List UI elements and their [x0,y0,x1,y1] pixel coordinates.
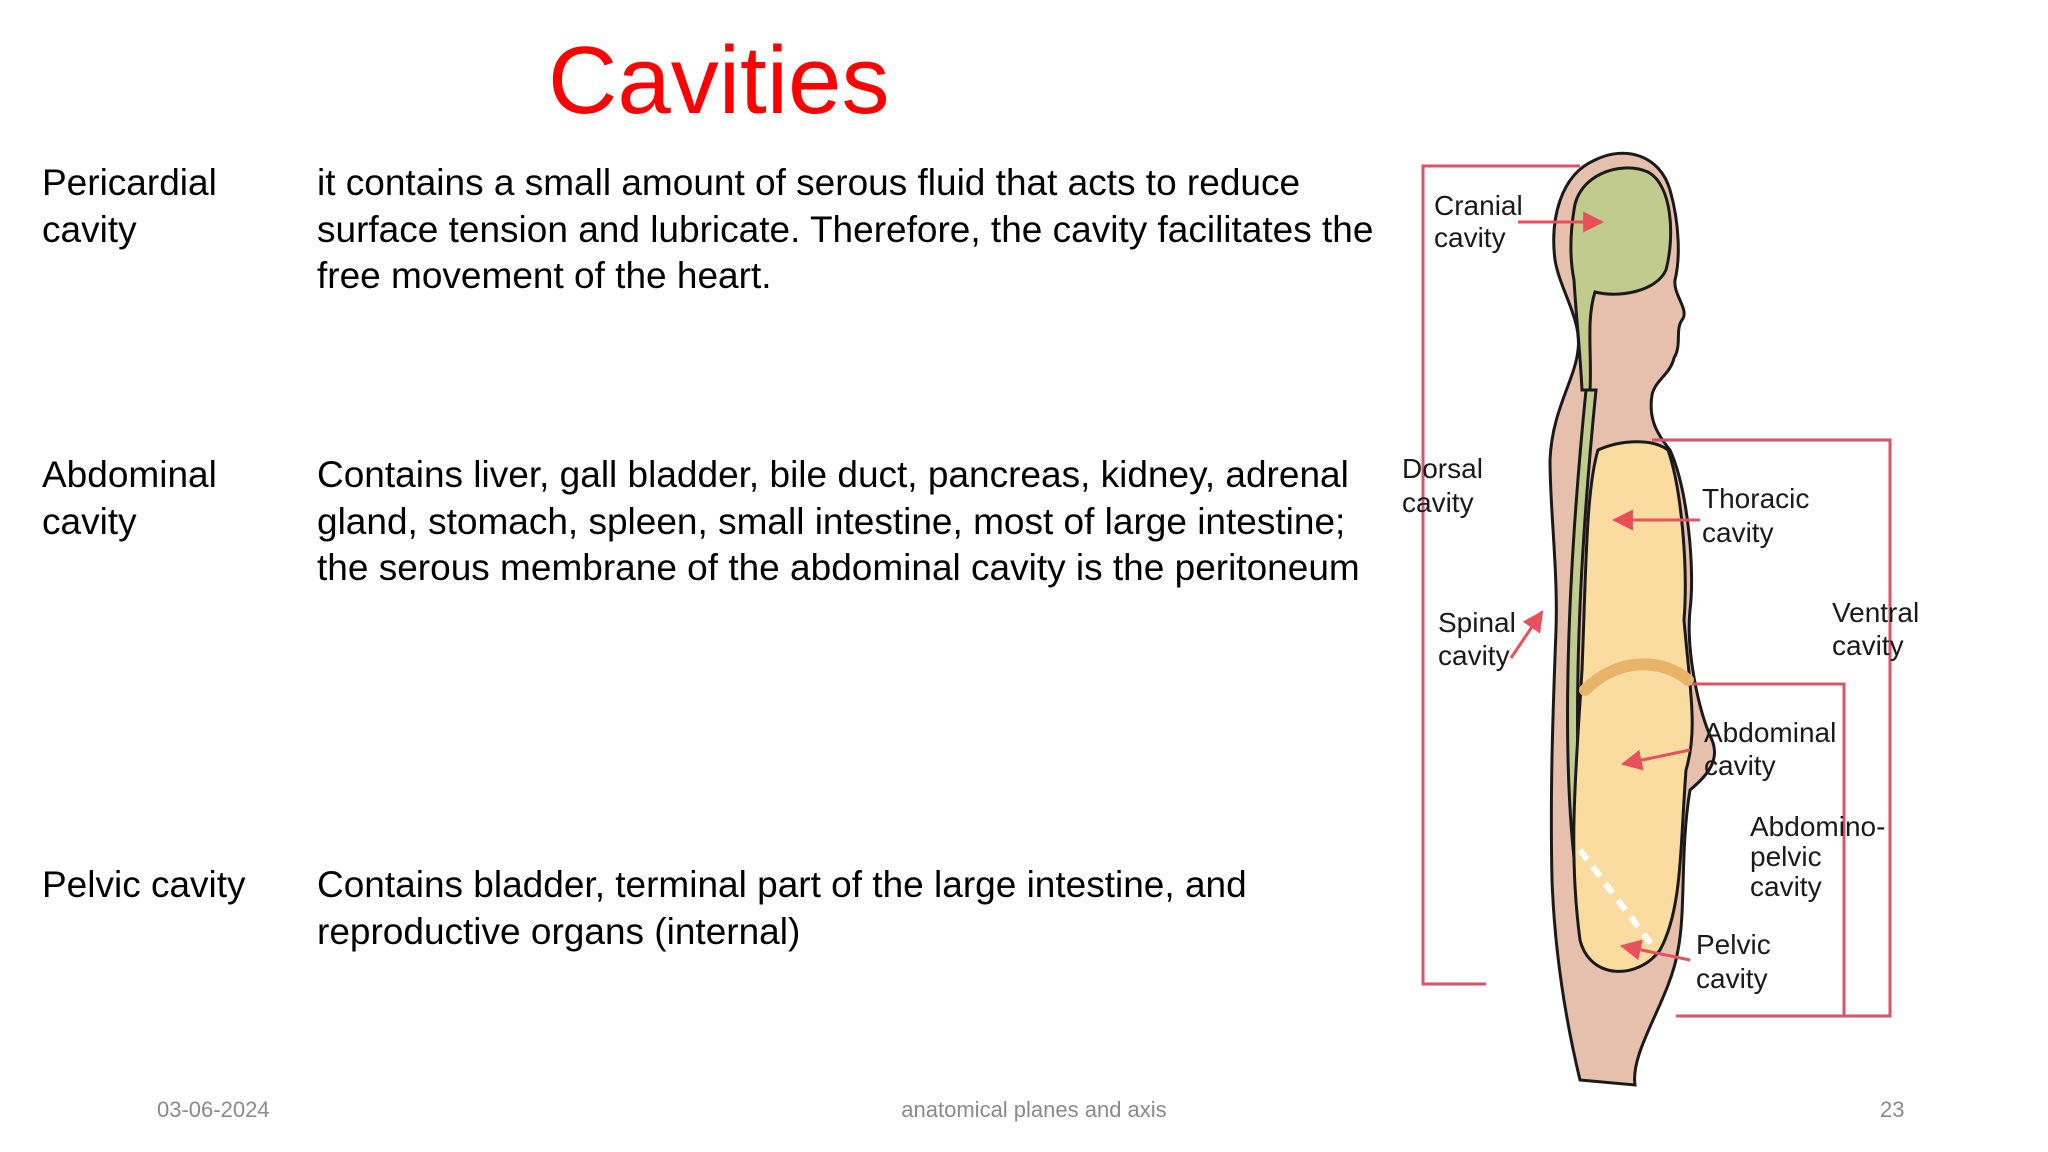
footer-topic: anatomical planes and axis [901,1097,1167,1122]
footer-date: 03-06-2024 [157,1097,270,1122]
label-abdominal-line1: Abdominal [1704,717,1837,748]
label-pelvic-line1: Pelvic [1696,929,1771,960]
desc-abdominal: Contains liver, gall bladder, bile duct, pancreas, kidney, adrenal gland, stomach, spleen, small intestine, most of large intestine; the serous membrane of the abdominal cavity is the peritoneum [317,454,1360,588]
label-dorsal-line2: cavity [1402,487,1474,518]
label-abdominal-line2: cavity [1704,750,1776,781]
label-abdominopelvic-line3: cavity [1750,871,1822,902]
label-cranial-line2: cavity [1434,222,1506,253]
label-dorsal-line1: Dorsal [1402,453,1483,484]
label-ventral-line1: Ventral [1832,597,1920,628]
term-pericardial: Pericardial cavity [42,162,217,250]
label-spinal-line2: cavity [1438,640,1510,671]
label-cranial-line1: Cranial [1434,190,1523,221]
term-abdominal: Abdominal cavity [42,454,217,542]
label-ventral-line2: cavity [1832,630,1904,661]
page-number: 23 [1880,1097,1905,1122]
label-abdominopelvic-line1: Abdomino- [1750,811,1886,842]
label-thoracic-line1: Thoracic [1702,483,1810,514]
desc-pelvic: Contains bladder, terminal part of the large intestine, and reproductive organs (internal) [317,864,1247,952]
term-pelvic: Pelvic cavity [42,864,246,905]
body-cavities-diagram [1390,150,1990,1090]
label-thoracic-line2: cavity [1702,517,1774,548]
label-abdominopelvic-line2: pelvic [1750,841,1822,872]
slide-title: Cavities [548,27,890,134]
label-pelvic-line2: cavity [1696,963,1768,994]
desc-pericardial: it contains a small amount of serous fluid that acts to reduce surface tension and lubricate. Therefore, the cavity facilitates the free movement of the heart. [317,162,1374,296]
label-spinal-line1: Spinal [1438,607,1516,638]
